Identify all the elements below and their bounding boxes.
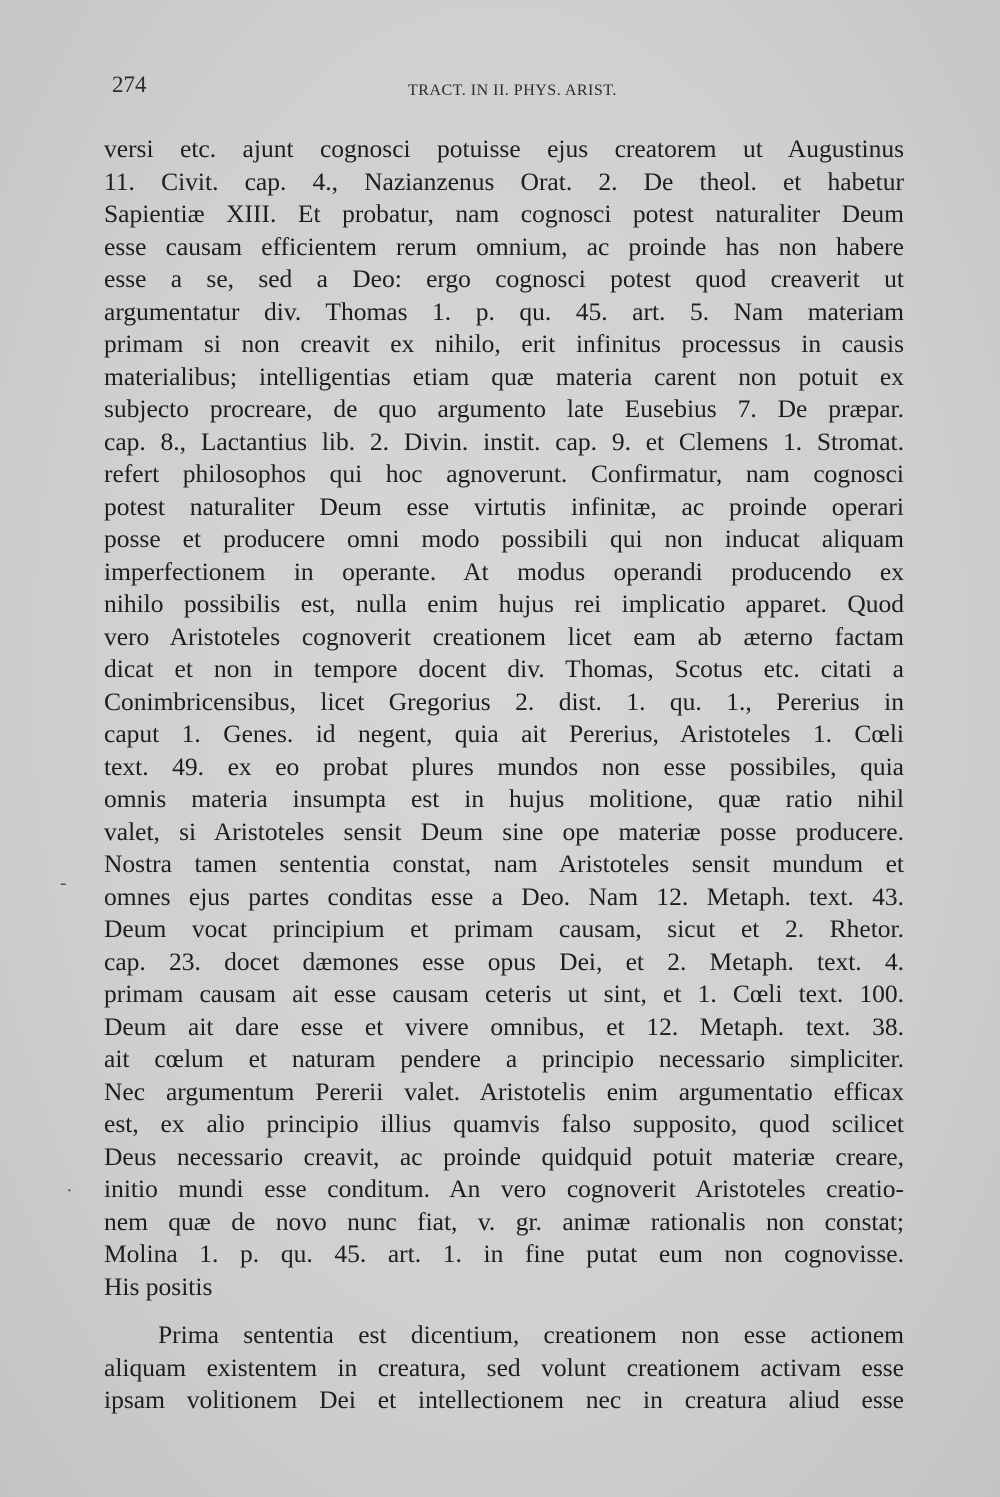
text-line: Sapientiæ XIII. Et probatur, nam cognosci potest naturaliter Deum <box>104 199 904 228</box>
paragraph-gap <box>104 1303 904 1319</box>
text-line: potest naturaliter Deum esse virtutis infinitæ, ac proinde operari <box>104 491 904 521</box>
text-line: cap. 23. docet dæmones esse opus Dei, et 2. Metaph. text. 4. <box>104 946 904 976</box>
text-line: posse et producere omni modo possibili qui non inducat aliquam <box>104 524 904 553</box>
text-line: Deum ait dare esse et vivere omnibus, et 12. Metaph. text. 38. <box>104 1011 904 1041</box>
text-line: vero Aristoteles cognoverit creationem licet eam ab æterno factam <box>104 621 904 651</box>
text-line: ait cœlum et naturam pendere a principio necessario simpliciter. <box>104 1044 904 1073</box>
text-line: est, ex alio principio illius quamvis falso supposito, quod scilicet <box>104 1109 904 1138</box>
text-line: versi etc. ajunt cognosci potuisse ejus creatorem ut Augustinus <box>104 134 904 163</box>
text-line: Nostra tamen sententia constat, nam Aristoteles sensit mundum et <box>104 849 904 878</box>
body-text <box>104 133 904 1417</box>
text-line: esse causam efficientem rerum omnium, ac proinde has non habere <box>104 231 904 261</box>
text-line: nihilo possibilis est, nulla enim hujus rei implicatio apparet. Quod <box>104 589 904 618</box>
text-line: valet, si Aristoteles sensit Deum sine ope materiæ posse producere. <box>104 816 904 846</box>
text-line: primam causam ait esse causam ceteris ut sint, et 1. Cœli text. 100. <box>104 979 904 1008</box>
text-line: aliquam existentem in creatura, sed volunt creationem activam esse <box>104 1352 904 1382</box>
text-line: argumentatur div. Thomas 1. p. qu. 45. art. 5. Nam materiam <box>104 296 904 326</box>
running-head: TRACT. IN II. PHYS. ARIST. <box>408 82 617 99</box>
text-line: text. 49. ex eo probat plures mundos non esse possibiles, quia <box>104 751 904 781</box>
text-line: initio mundi esse conditum. An vero cognoverit Aristoteles creatio- <box>104 1174 904 1203</box>
text-line: dicat et non in tempore docent div. Thomas, Scotus etc. citati a <box>104 654 904 683</box>
paragraph-2 <box>104 1319 904 1417</box>
text-line: omnes ejus partes conditas esse a Deo. Nam 12. Metaph. text. 43. <box>104 881 904 911</box>
text-line: His positis <box>104 1271 213 1301</box>
text-line: Nec argumentum Pererii valet. Aristotelis enim argumentatio efficax <box>104 1076 904 1106</box>
text-line: Deus necessario creavit, ac proinde quidquid potuit materiæ creare, <box>104 1141 904 1171</box>
text-line: materialibus; intelligentias etiam quæ materia carent non potuit ex <box>104 361 904 391</box>
text-line: imperfectionem in operante. At modus operandi producendo ex <box>104 556 904 586</box>
text-line: Conimbricensibus, licet Gregorius 2. dist. 1. qu. 1., Pererius in <box>104 686 904 716</box>
text-line: subjecto procreare, de quo argumento late Eusebius 7. De præpar. <box>104 394 904 423</box>
text-line: 11. Civit. cap. 4., Nazianzenus Orat. 2. De theol. et habetur <box>104 166 904 196</box>
text-line: esse a se, sed a Deo: ergo cognosci potest quod creaverit ut <box>104 264 904 293</box>
text-line: omnis materia insumpta est in hujus molitione, quæ ratio nihil <box>104 784 904 813</box>
text-line: ipsam volitionem Dei et intellectionem nec in creatura aliud esse <box>104 1385 904 1414</box>
page-header <box>112 72 912 104</box>
text-line: primam si non creavit ex nihilo, erit infinitus processus in causis <box>104 329 904 358</box>
page-number: 274 <box>112 72 147 97</box>
paragraph-1 <box>104 133 904 1303</box>
text-line: cap. 8., Lactantius lib. 2. Divin. instit. cap. 9. et Clemens 1. Stromat. <box>104 426 904 456</box>
text-line: Molina 1. p. qu. 45. art. 1. in fine putat eum non cognovisse. <box>104 1239 904 1268</box>
text-line: Prima sententia est dicentium, creationem non esse actionem <box>158 1320 904 1349</box>
margin-mark: · <box>66 1180 73 1202</box>
margin-mark: - <box>60 872 67 894</box>
text-line: Deum vocat principium et primam causam, sicut et 2. Rhetor. <box>104 914 904 943</box>
text-line: caput 1. Genes. id negent, quia ait Pererius, Aristoteles 1. Cœli <box>104 719 904 748</box>
text-line: refert philosophos qui hoc agnoverunt. Confirmatur, nam cognosci <box>104 459 904 488</box>
text-line: nem quæ de novo nunc fiat, v. gr. animæ rationalis non constat; <box>104 1206 904 1236</box>
